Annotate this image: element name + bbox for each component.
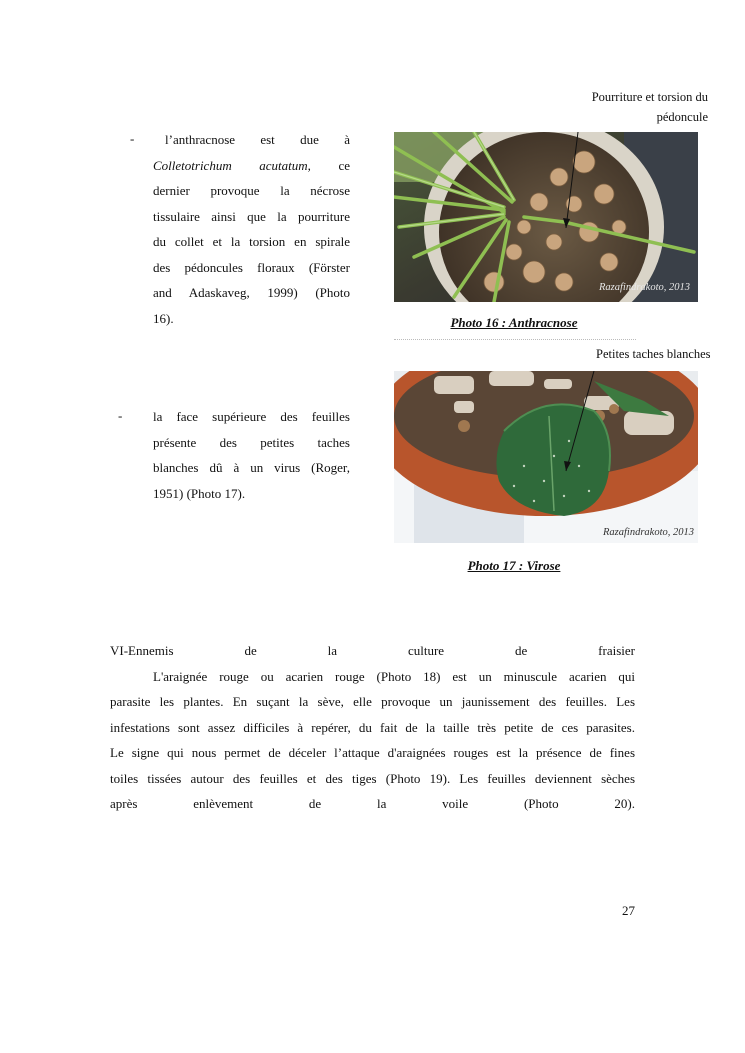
bullet-dash-anthracnose: - <box>130 131 135 146</box>
virose-text <box>153 404 350 506</box>
photo16-credit: Razafindrakoto, 2013 <box>599 282 690 293</box>
anthracnose-line: des pédoncules floraux (Förster <box>153 259 350 275</box>
virose-line: 1951) (Photo 17). <box>153 485 246 501</box>
anthracnose-line: du collet et la torsion en spirale <box>153 234 350 249</box>
paragraph-line: toiles tissées autour des feuilles et des tiges (Photo 19). Les feuilles deviennent sèches <box>110 770 635 786</box>
photo17-virose-image <box>394 371 698 543</box>
virose-line: présente des petites taches <box>153 434 350 450</box>
anthracnose-line: l’anthracnose est due à <box>165 132 350 147</box>
section-body <box>110 638 635 817</box>
photo16-annotation <box>560 87 708 127</box>
anthracnose-text <box>153 127 350 331</box>
anthracnose-line: tissulaire ainsi que la pourriture <box>153 208 350 224</box>
anthracnose-line: and Adaskaveg, 1999) (Photo <box>153 285 350 300</box>
anthracnose-line-species: Colletotrichum acutatum, ce <box>153 157 350 173</box>
photo16-annotation-line2: pédoncule <box>656 110 708 124</box>
paragraph-line: L'araignée rouge ou acarien rouge (Photo 18) est un minuscule acarien qui <box>153 668 635 684</box>
photo16-annotation-line1: Pourriture et torsion du <box>591 90 708 104</box>
paragraph-line: infestations sont assez difficiles à repérer, du fait de la taille très petite de ces parasites. <box>110 719 635 735</box>
paragraph-line: après enlèvement de la voile (Photo 20). <box>110 796 635 811</box>
divider <box>394 339 636 340</box>
paragraph-line: parasite les plantes. En suçant la sève, elle provoque un jaunissement des feuilles. Les <box>110 694 635 709</box>
virose-line: la face supérieure des feuilles <box>153 409 350 424</box>
bullet-dash-virose: - <box>118 408 123 423</box>
photo17-annotation: Petites taches blanches <box>596 347 711 361</box>
virose-line: blanches dû à un virus (Roger, <box>153 460 350 475</box>
page-number: 27 <box>622 903 635 918</box>
photo17-credit: Razafindrakoto, 2013 <box>603 527 694 538</box>
photo16-caption: Photo 16 : Anthracnose <box>450 315 578 330</box>
photo17-caption: Photo 17 : Virose <box>467 558 561 573</box>
anthracnose-line: 16). <box>153 310 174 326</box>
species-name: Colletotrichum acutatum, <box>153 157 311 173</box>
anthracnose-line: dernier provoque la nécrose <box>153 183 350 198</box>
section-heading: VI-Ennemis de la culture de fraisier <box>110 643 635 658</box>
photo16-anthracnose-image <box>394 132 698 302</box>
paragraph-line: Le signe qui nous permet de déceler l’attaque d'araignées rouges est la présence de fines <box>110 745 635 760</box>
